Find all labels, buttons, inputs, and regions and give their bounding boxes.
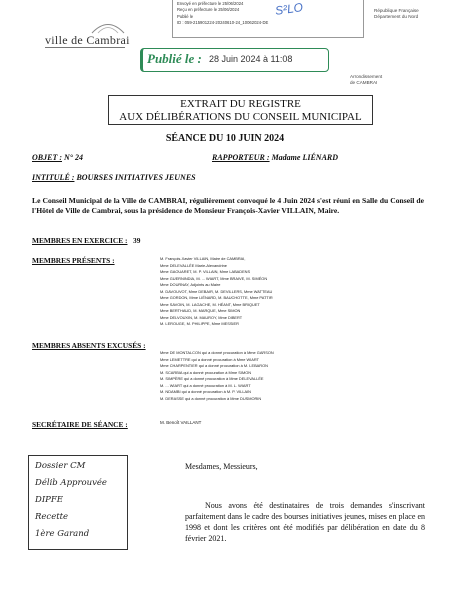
members-absent-label: MEMBRES ABSENTS EXCUSÉS :	[32, 341, 146, 350]
intitule-label: INTITULÉ :	[32, 173, 75, 182]
arrondissement-line: Arrondissement	[350, 74, 383, 79]
register-header	[108, 95, 373, 125]
stamp-line: Publié le	[177, 13, 194, 19]
rapporteur-label: RAPPORTEUR :	[212, 153, 270, 162]
handwritten-line: 1ère Garand	[35, 529, 90, 539]
handwritten-line: Recette	[35, 512, 69, 522]
list-item: M. François-Xavier VILLAIN, Maire de CAMBRAI,	[160, 256, 246, 261]
arrondissement-line: de CAMBRAI	[350, 80, 378, 85]
list-item: Mme GORDON, Mme LIÉNARD, M. BAUCHOTTE, Mme PATTIR	[160, 295, 273, 300]
list-item: Mme GAOUARET, M. P. VILLAIN, Mme LABADENS	[160, 269, 251, 274]
list-item: M. SIMPÈRE qui a donné procuration à Mme DELEVALLÉE	[160, 376, 264, 381]
stamp-line: Reçu en préfecture le 25/06/2024	[177, 7, 240, 13]
list-item: M. NDAMBI qui a donné procuration à M. P. VILLAIN	[160, 389, 251, 394]
list-item: Mme DOURNAY, Adjoints au Maire	[160, 282, 221, 287]
members-in-office-label: MEMBRES EN EXERCICE :	[32, 236, 128, 245]
list-item: M. SCARBIA qui a donné procuration à Mme SIMON	[160, 369, 252, 375]
stamp-line: ID : 059-215901224-20240610-24_10062024-DE	[177, 20, 269, 26]
republic-header	[374, 8, 444, 20]
secretary-value: M. Benoît VAILLANT	[160, 420, 202, 425]
city-logo-icon	[90, 20, 126, 34]
list-item: Mme GUERNINDIA, M. ... WIART, Mme BRAIVE, M. SIMÉON	[160, 275, 268, 281]
intitule-field	[32, 173, 196, 182]
members-in-office	[32, 236, 140, 245]
logo-underline	[45, 47, 125, 48]
body-paragraph: Nous avons été destinataires de trois demandes s'inscrivant parfaitement dans le cadre des bourses initiatives jeunes, mises en place en 1998 et dont les critères ont été modifiés par délibération en date du 8 février 2021.	[185, 501, 425, 543]
session-title: SÉANCE DU 10 JUIN 2024	[165, 133, 285, 144]
handwritten-line: Délib Approuvée	[35, 478, 107, 488]
list-item: Mme BERTHAUD, M. MARQUE, Mme SIMON	[160, 308, 241, 313]
rapporteur-field	[212, 153, 338, 162]
arrondissement	[350, 74, 430, 86]
members-present-list	[160, 256, 390, 328]
published-label: Publié le :	[147, 51, 202, 66]
slo-signature-mark: S²LO	[274, 0, 304, 18]
list-item: M. DAVOUVOT, Mme DEBAIR, M. DEVILLERS, Mme WATTEAU	[160, 288, 273, 294]
members-present-label: MEMBRES PRÉSENTS :	[32, 256, 115, 265]
rapporteur-value: Madame LIÉNARD	[271, 153, 339, 162]
city-logo-text: ville de Cambrai	[45, 33, 130, 47]
members-absent-list	[160, 350, 380, 402]
department-line: Département du Nord	[374, 14, 419, 19]
members-in-office-value: 39	[133, 236, 141, 245]
list-item: Mme DE MONTALCON qui a donné procuration à Mme GARSON	[160, 350, 274, 355]
handwritten-line: DIPFE	[35, 495, 63, 505]
secretary-label: SECRÉTAIRE DE SÉANCE :	[32, 420, 128, 429]
list-item: Mme LEMETTRE qui a donné procuration à Mme WIART	[160, 356, 259, 362]
prefecture-stamp	[172, 0, 364, 38]
register-header-line: AUX DÉLIBÉRATIONS DU CONSEIL MUNICIPAL	[119, 111, 362, 123]
register-header-line: EXTRAIT DU REGISTRE	[180, 98, 301, 110]
list-item: Mme DELVOUXIN, M. MAUROY, Mme DIBERT	[160, 314, 243, 320]
republic-line: République Française	[374, 8, 419, 13]
intro-paragraph: Le Conseil Municipal de la Ville de CAMBRAI, régulièrement convoqué le 4 Juin 2024 s'est réuni en Salle du Conseil de l'Hôtel de Ville de Cambrai, sous la présidence de Monsieur François-Xavier VILLAIN, Maire.	[32, 196, 424, 215]
list-item: M. DERASSE qui a donné procuration à Mme DUSMORIN	[160, 395, 262, 401]
handwritten-line: Dossier CM	[35, 461, 86, 471]
list-item: Mme SAVOIN, M. LAGACHE, M. HÉANT, Mme BRIQUET	[160, 301, 260, 307]
intitule-value: BOURSES INITIATIVES JEUNES	[76, 173, 196, 182]
published-date: 28 Juin 2024 à 11:08	[209, 54, 293, 64]
list-item: M. ... WIART qui a donné procuration à M. L. WIART	[160, 382, 251, 388]
objet-value: N° 24	[64, 153, 83, 162]
handwritten-note	[28, 455, 128, 550]
list-item: M. LEROUGE, M. PHILIPPE, Mme MESSIER	[160, 321, 239, 326]
stamp-line: Envoyé en préfecture le 25/06/2024	[177, 1, 244, 6]
objet-label: OBJET :	[32, 153, 62, 162]
objet-field	[32, 153, 83, 162]
list-item: Mme DELEVALLÉE Marie-Alexandrine	[160, 262, 227, 268]
list-item: Mme CHARPENTIER qui a donné procuration à M. LEBARON	[160, 363, 268, 368]
salutation: Mesdames, Messieurs,	[185, 462, 258, 471]
